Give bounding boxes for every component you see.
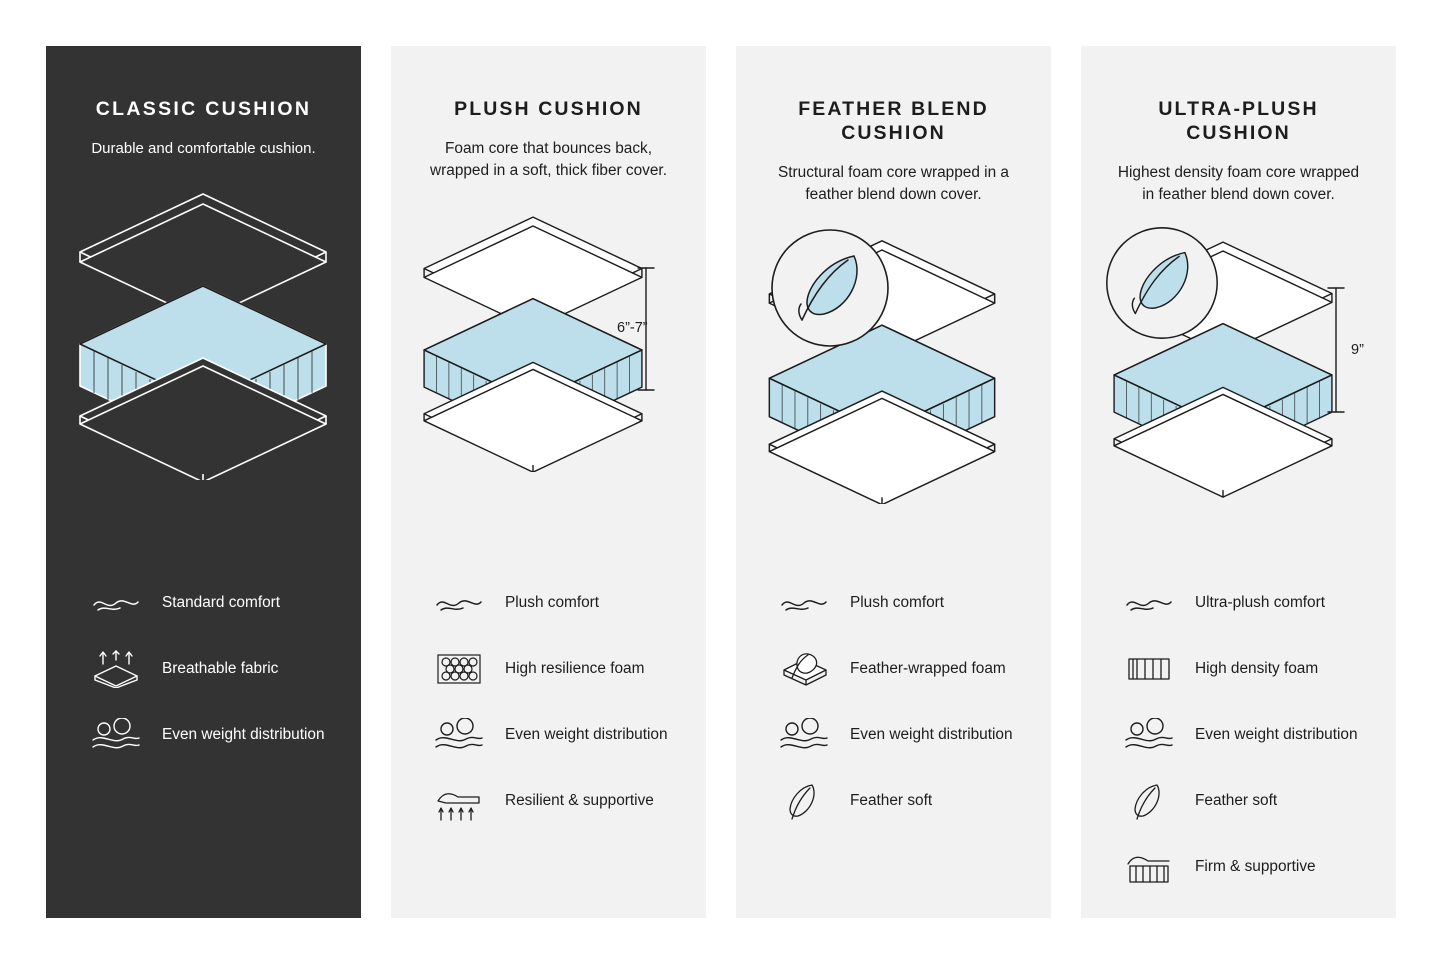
feature-item	[776, 581, 1025, 625]
feather-icon	[776, 779, 832, 823]
card-title: ULTRA-PLUSH CUSHION	[1158, 98, 1319, 144]
cushion-card-plush[interactable]	[391, 46, 706, 918]
feature-label: Standard comfort	[162, 593, 281, 611]
feature-label: Even weight distribution	[162, 725, 325, 743]
cushion-card-classic[interactable]	[46, 46, 361, 918]
feature-label: Even weight distribution	[505, 725, 668, 743]
wave-icon	[431, 581, 487, 625]
feature-list	[431, 581, 680, 845]
card-description: Structural foam core wrapped in a feather blend down cover.	[778, 163, 1009, 203]
feather-icon	[1121, 779, 1177, 823]
card-description: Highest density foam core wrapped in feather blend down cover.	[1117, 163, 1360, 203]
even-weight-icon	[776, 713, 832, 757]
feature-label: High density foam	[1195, 659, 1319, 677]
feature-label: Resilient & supportive	[505, 791, 654, 809]
feature-label: Feather-wrapped foam	[850, 659, 1006, 677]
high-density-foam-icon	[1121, 647, 1177, 691]
card-title: PLUSH CUSHION	[454, 98, 643, 120]
feather-badge-icon	[768, 226, 892, 350]
even-weight-icon	[1121, 713, 1177, 757]
breathable-fabric-icon	[88, 647, 144, 691]
dimension-label: 9”	[1351, 342, 1364, 359]
feature-label: Plush comfort	[850, 593, 945, 611]
feature-item	[1121, 647, 1370, 691]
feature-item	[431, 779, 680, 823]
cushion-layers-illustration	[72, 190, 334, 480]
cushion-exploded-diagram	[762, 236, 1025, 536]
feature-label: Feather soft	[1195, 791, 1278, 809]
feature-label: Even weight distribution	[1195, 725, 1358, 743]
cushion-card-feather-blend[interactable]	[736, 46, 1051, 918]
cushion-cards-row	[46, 46, 1396, 918]
wave-icon	[1121, 581, 1177, 625]
feature-item	[431, 647, 680, 691]
even-weight-icon	[88, 713, 144, 757]
feature-item	[1121, 779, 1370, 823]
resilient-support-icon	[431, 779, 487, 823]
card-description: Durable and comfortable cushion.	[91, 139, 316, 157]
feather-badge-icon	[1103, 224, 1221, 342]
dimension-bracket	[1325, 284, 1347, 416]
wave-icon	[776, 581, 832, 625]
feather-wrapped-foam-icon	[776, 647, 832, 691]
feature-label: Feather soft	[850, 791, 933, 809]
feature-label: Firm & supportive	[1195, 857, 1316, 875]
cushion-layers-illustration	[417, 212, 649, 472]
feature-list	[776, 581, 1025, 845]
card-description: Foam core that bounces back, wrapped in a soft, thick fiber cover.	[430, 139, 667, 180]
feature-list	[1121, 581, 1370, 911]
feature-item	[88, 647, 335, 691]
feature-label: Breathable fabric	[162, 659, 279, 677]
feature-item	[88, 713, 335, 757]
cushion-exploded-diagram	[72, 190, 335, 490]
feature-item	[1121, 713, 1370, 757]
feature-label: Ultra-plush comfort	[1195, 593, 1326, 611]
feature-item	[88, 581, 335, 625]
feature-item	[776, 647, 1025, 691]
card-title: CLASSIC CUSHION	[95, 98, 312, 120]
feature-label: Even weight distribution	[850, 725, 1013, 743]
feature-label: Plush comfort	[505, 593, 600, 611]
honeycomb-foam-icon	[431, 647, 487, 691]
cushion-exploded-diagram	[417, 212, 680, 512]
card-title: FEATHER BLEND CUSHION	[798, 98, 989, 144]
feature-item	[776, 779, 1025, 823]
feature-list	[88, 581, 335, 779]
cushion-card-ultra-plush[interactable]	[1081, 46, 1396, 918]
dimension-label: 6”-7”	[617, 320, 648, 337]
feature-label: High resilience foam	[505, 659, 645, 677]
feature-item	[1121, 845, 1370, 889]
wave-icon	[88, 581, 144, 625]
even-weight-icon	[431, 713, 487, 757]
feature-item	[431, 713, 680, 757]
feature-item	[431, 581, 680, 625]
feature-item	[1121, 581, 1370, 625]
firm-support-icon	[1121, 845, 1177, 889]
feature-item	[776, 713, 1025, 757]
cushion-exploded-diagram	[1107, 236, 1370, 536]
